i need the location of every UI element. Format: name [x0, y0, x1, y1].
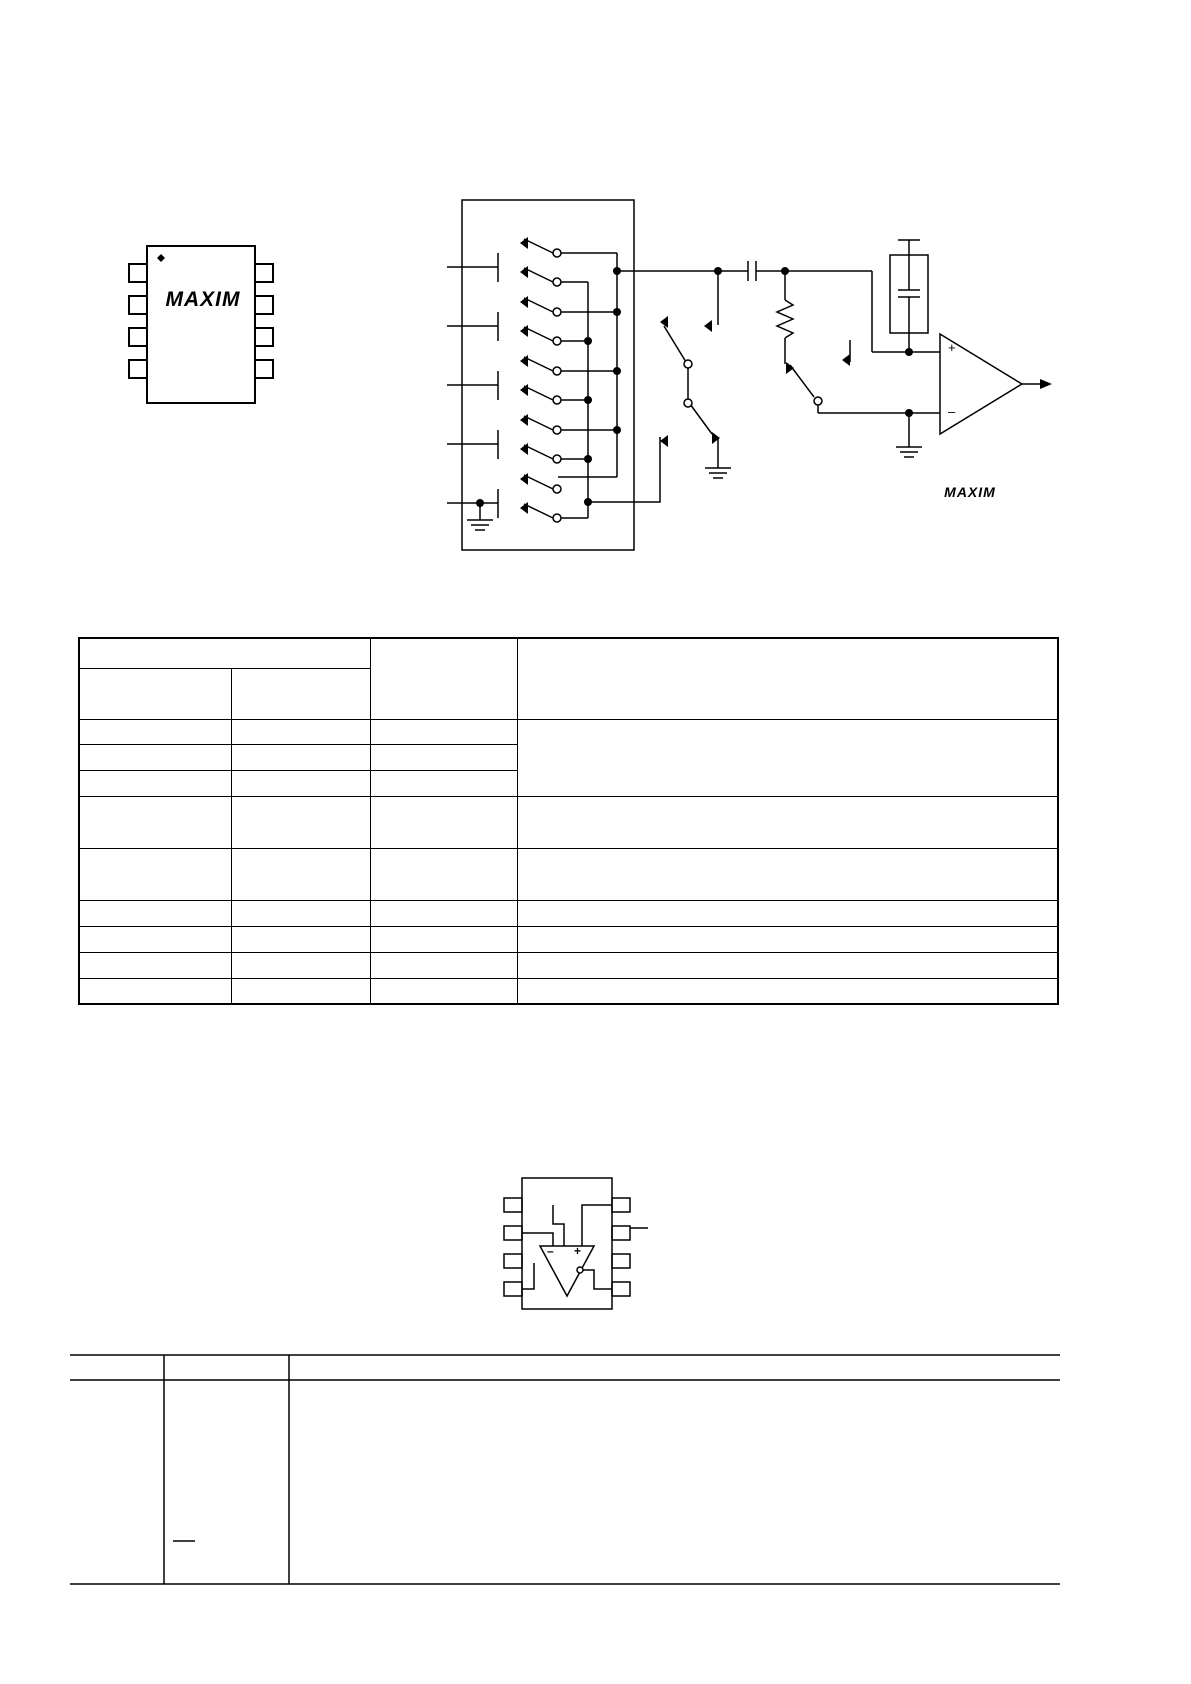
opamp-plus-label: +	[948, 340, 956, 355]
pin-8	[255, 264, 273, 282]
table-row	[79, 978, 1058, 1004]
opamp-minus-label: –	[948, 404, 956, 419]
table-cell	[232, 668, 371, 719]
table-row	[79, 719, 1058, 744]
table-cell	[79, 668, 232, 719]
pin-6	[255, 328, 273, 346]
package-body	[147, 246, 255, 403]
table-row	[79, 952, 1058, 978]
table-cell	[79, 638, 371, 668]
middle-table	[78, 637, 1059, 1005]
pin-1	[129, 264, 147, 282]
pin1-marker-icon	[157, 254, 165, 262]
ic-package-top-left	[120, 240, 280, 410]
pin-4	[129, 360, 147, 378]
pin-3	[129, 328, 147, 346]
table-row	[79, 796, 1058, 848]
table-row	[79, 926, 1058, 952]
pin-7	[255, 296, 273, 314]
pinout-opamp-minus: –	[547, 1244, 554, 1258]
table-row	[79, 900, 1058, 926]
table-cell	[518, 638, 1059, 719]
pin-5	[255, 360, 273, 378]
maxim-logo-circuit: MAXIM	[944, 484, 996, 500]
pin-2	[129, 296, 147, 314]
bottom-table	[68, 1350, 1068, 1590]
pinout-opamp-plus: +	[574, 1244, 582, 1258]
circuit-schematic	[440, 195, 1060, 565]
maxim-logo-package: MAXIM	[165, 288, 241, 311]
table-row	[79, 848, 1058, 900]
table-cell	[371, 638, 518, 719]
